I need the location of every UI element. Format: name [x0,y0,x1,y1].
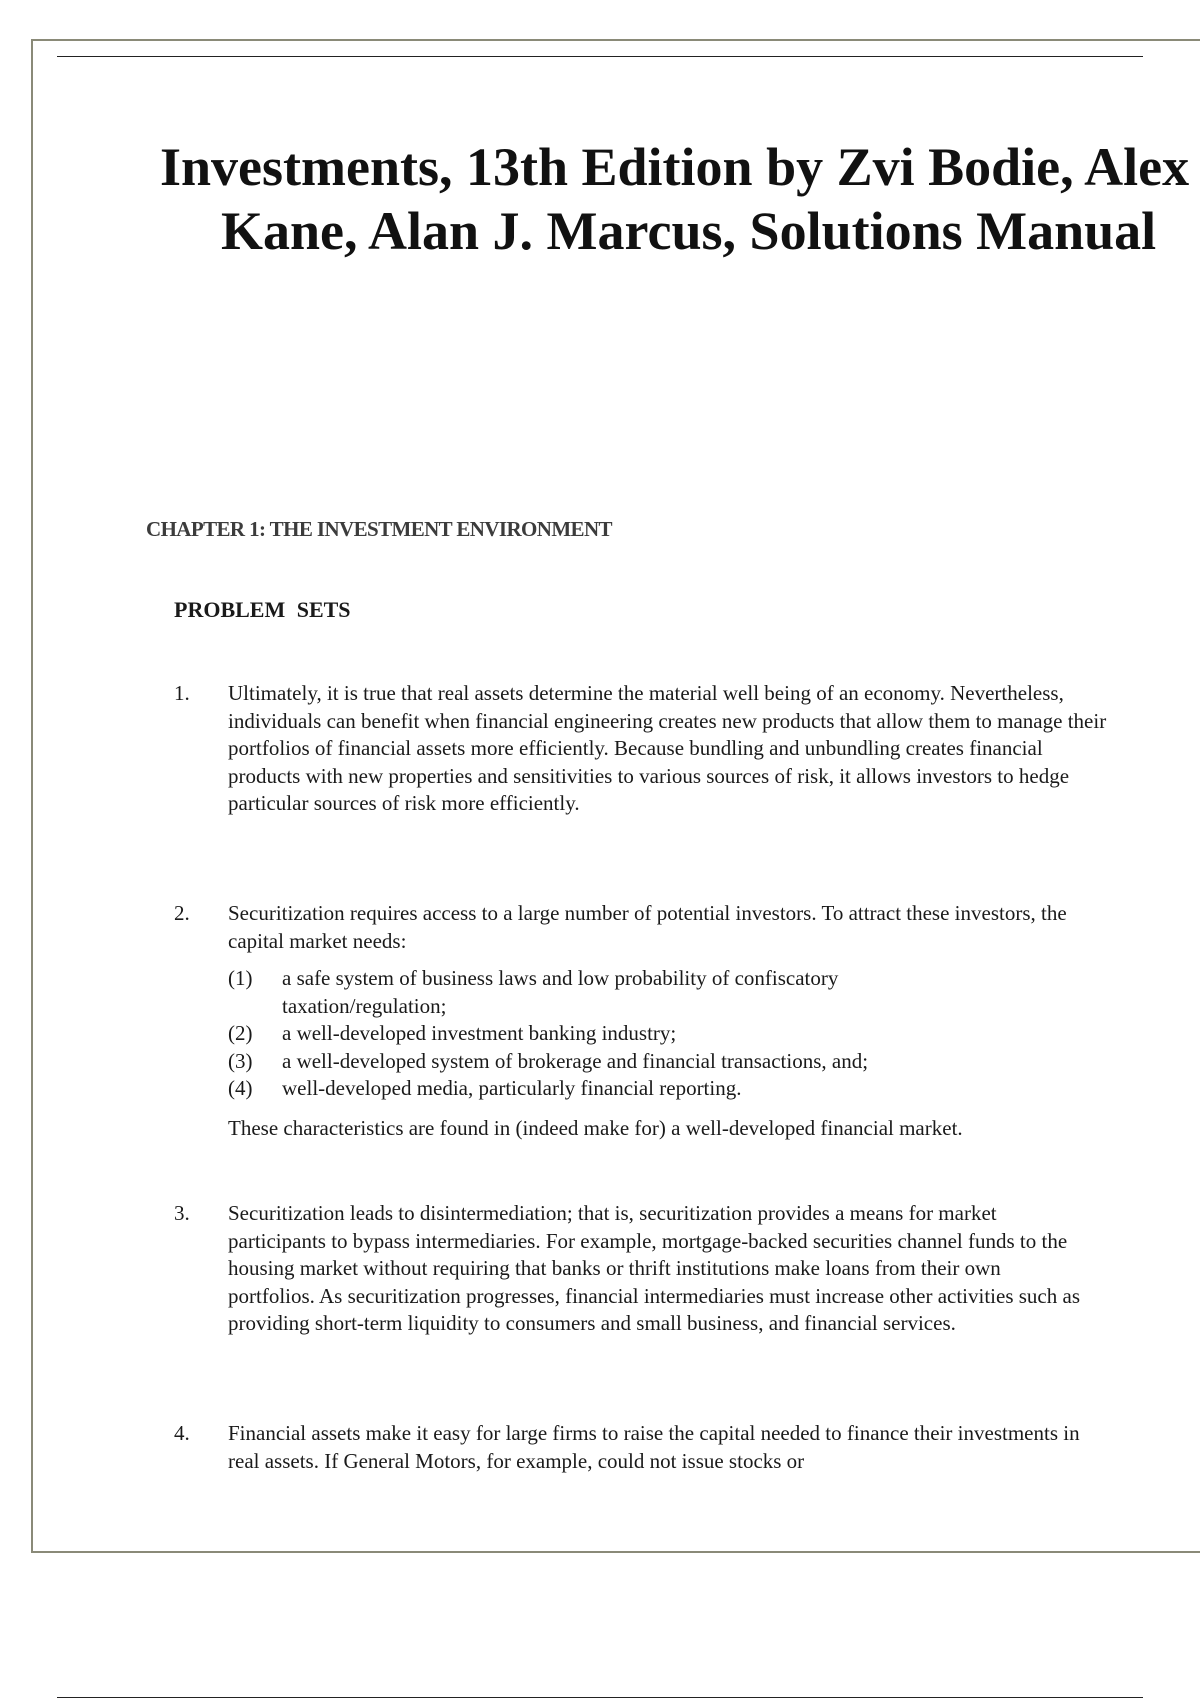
problem-closing-text: These characteristics are found in (indeed make for) a well-developed financial market. [228,1115,963,1140]
list-marker: (4) [228,1076,253,1100]
document-title [160,135,1200,263]
list-item-text: a well-developed system of brokerage and financial transactions, and; [282,1048,869,1073]
problem-number: 3. [174,1201,190,1225]
problem-text: Financial assets make it easy for large firms to raise the capital needed to finance their investments in real assets. If General Motors, for example, could not issue stocks or [228,1421,1080,1473]
title-line-2: Kane, Alan J. Marcus, Solutions Manual [221,201,1157,261]
list-item [228,965,922,1020]
problem-text: Ultimately, it is true that real assets determine the material well being of an economy. Nevertheless, individuals can benefit when financial engineering creates new products that allow them to manage their portfolios of financial assets more efficiently. Because bundling and unbundling creates financial products with new properties and sensitivities to various sources of risk, it allows investors to hedge particular sources of risk more efficiently. [228,681,1107,815]
problem-text: Securitization leads to disintermediation; that is, securitization provides a means for market participants to bypass intermediaries. For example, mortgage-backed securities channel funds to the housing market without requiring that banks or thrift institutions make loans from their own portfolios. As securitization progresses, financial intermediaries must increase other activities such as providing short-term liquidity to consumers and small business, and financial services. [228,1201,1080,1335]
list-item-text: well-developed media, particularly financial reporting. [282,1076,742,1100]
problem-number: 4. [174,1421,190,1445]
problem-2 [174,900,1124,1142]
problem-number: 2. [174,901,190,925]
problem-4 [174,1420,1124,1475]
section-heading: PROBLEM SETS [174,597,351,622]
bottom-rule [57,1697,1143,1698]
list-item [228,1048,1124,1076]
problem-1 [174,680,1124,818]
list-item-text: a safe system of business laws and low probability of confiscatory taxation/regulation; [282,966,839,1018]
list-item [228,1020,1124,1048]
title-line-1: Investments, 13th Edition by Zvi Bodie, Alex [160,137,1190,197]
list-marker: (2) [228,1021,253,1045]
requirements-list [228,965,1124,1103]
list-item [228,1075,1124,1103]
problem-3 [174,1200,1124,1338]
list-item-text: a well-developed investment banking industry; [282,1021,677,1045]
list-marker: (3) [228,1048,253,1073]
list-marker: (1) [228,966,253,990]
chapter-heading: CHAPTER 1: THE INVESTMENT ENVIRONMENT [146,517,612,541]
problem-number: 1. [174,681,190,705]
problem-text: Securitization requires access to a large number of potential investors. To attract these investors, the capital market needs: [228,901,1067,953]
